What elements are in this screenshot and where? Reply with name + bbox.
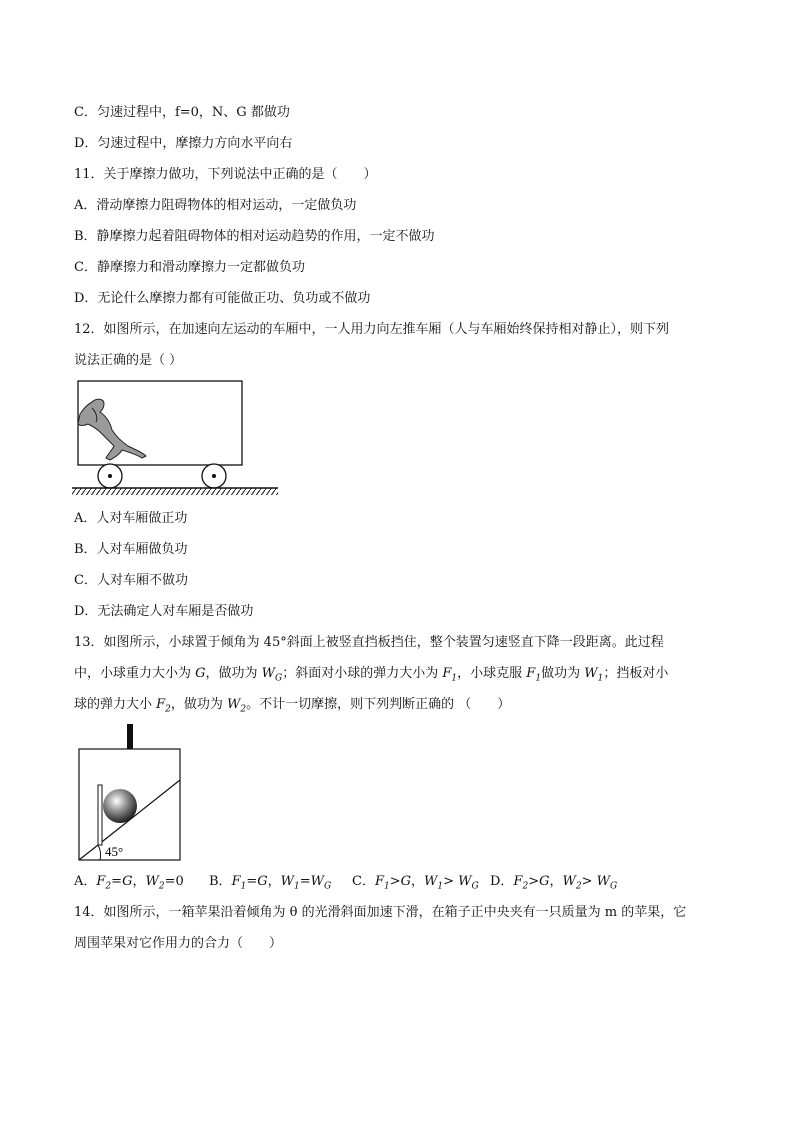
symbol-F: F <box>526 666 536 681</box>
q11-stem: 11．关于摩擦力做功，下列说法中正确的是（ ） <box>74 167 377 182</box>
text-run: ，小球克服 <box>457 666 527 681</box>
subscript-2: 2 <box>240 704 247 715</box>
symbol-F: F <box>156 697 166 712</box>
subscript-2: 2 <box>165 704 171 715</box>
q11-option-a: A．滑动摩擦力阻碍物体的相对运动，一定做负功 <box>74 198 357 213</box>
symbol-G: G <box>195 666 206 681</box>
q13-option-c: C．$F_1>G$，$W_1> W_G$ <box>352 874 479 892</box>
subscript-G: G <box>275 673 283 684</box>
q10-option-c: C．匀速过程中，f=0，N、G 都做功 <box>74 105 290 120</box>
q14-stem-line1: 14．如图所示，一箱苹果沿着倾角为 θ 的光滑斜面加速下滑，在箱子正中央夹有一只质量为 m 的苹果，它 <box>74 905 687 920</box>
q13-options <box>74 873 617 896</box>
symbol-W: W <box>227 697 241 712</box>
text-run: ，做功为 <box>205 666 262 681</box>
q10-option-d: D．匀速过程中，摩擦力方向水平向右 <box>74 136 293 151</box>
subscript-1: 1 <box>451 673 458 684</box>
text-run: 球的弹力大小 <box>74 697 157 712</box>
ball <box>103 789 137 823</box>
q14-stem-line2: 周围苹果对它作用力的合力（ ） <box>74 936 283 951</box>
q12-cart-figure <box>70 378 282 500</box>
hanging-rod <box>127 724 133 749</box>
q11-option-c: C．静摩擦力和滑动摩擦力一定都做负功 <box>74 260 305 275</box>
symbol-F: F <box>442 666 452 681</box>
q13-stem-line2 <box>74 665 668 688</box>
text-run: 中，小球重力大小为 <box>74 666 196 681</box>
text-run: ；斜面对小球的弹力大小为 <box>282 666 443 681</box>
text-run: 。不计一切摩擦，则下列判断正确的 （ ） <box>246 697 511 712</box>
q12-option-a: A．人对车厢做正功 <box>74 511 188 526</box>
q12-stem-line2: 说法正确的是（ ） <box>74 353 183 368</box>
q13-option-d: D．$F_2>G$，$W_2> W_G$ <box>490 874 618 892</box>
vertical-baffle <box>98 785 102 845</box>
q13-stem-line1: 13．如图所示，小球置于倾角为 45°斜面上被竖直挡板挡住，整个装置匀速竖直下降一段距离。此过程 <box>74 635 664 650</box>
angle-label: 45° <box>105 844 124 859</box>
text-run: 做功为 <box>541 666 585 681</box>
q13-stem-line3 <box>74 696 510 719</box>
subscript-1: 1 <box>535 673 542 684</box>
q13-incline-figure <box>74 722 186 864</box>
ground-hatch <box>72 488 278 495</box>
subscript-1: 1 <box>597 673 604 684</box>
text-run: ，做功为 <box>170 697 228 712</box>
q11-option-d: D．无论什么摩擦力都有可能做正功、负功或不做功 <box>74 291 371 306</box>
q12-option-b: B．人对车厢做负功 <box>74 542 188 557</box>
symbol-W: W <box>261 666 276 681</box>
q12-stem-line1: 12．如图所示，在加速向左运动的车厢中，一人用力向左推车厢（人与车厢始终保持相对静止），则下列 <box>74 322 670 337</box>
q12-option-c: C．人对车厢不做功 <box>74 573 188 588</box>
q12-option-d: D．无法确定人对车厢是否做功 <box>74 604 254 619</box>
text-run: ；挡板对小 <box>603 666 669 681</box>
q11-option-b: B．静摩擦力起着阻碍物体的相对运动趋势的作用，一定不做功 <box>74 229 435 244</box>
q13-option-b: B．$F_1=G$，$W_1=W_G$ <box>209 874 332 892</box>
symbol-W: W <box>584 666 598 681</box>
q13-option-a: A．$F_2=G$，$W_2=0$ <box>74 874 184 892</box>
